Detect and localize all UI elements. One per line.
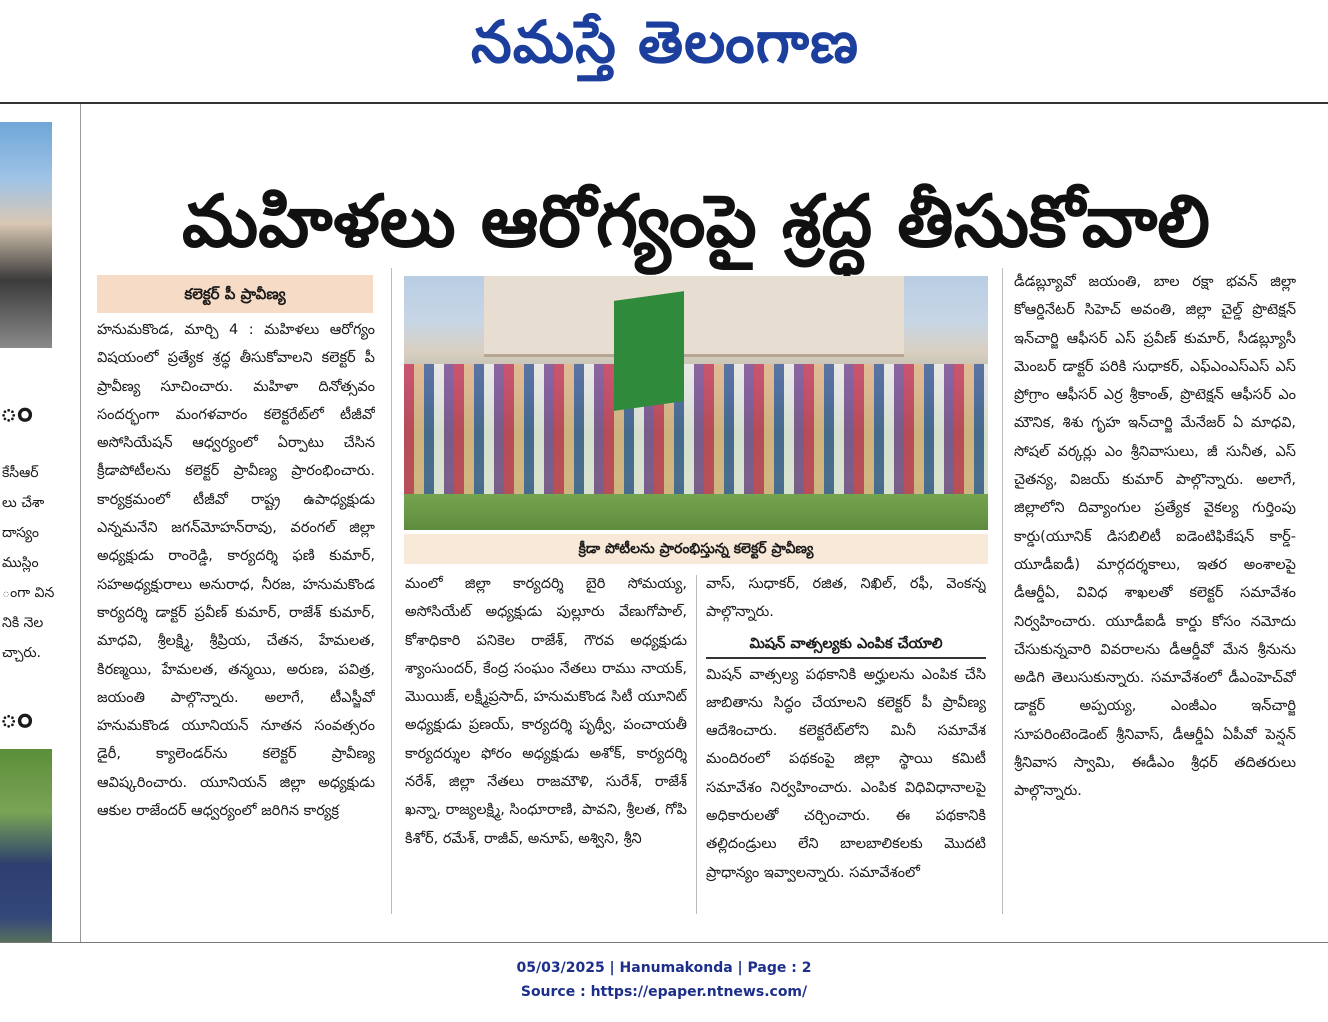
green-flag <box>614 291 684 411</box>
adjacent-text-line: ంగా విన <box>2 585 55 601</box>
top-divider <box>0 102 1328 104</box>
adjacent-photo-bottom <box>0 749 52 942</box>
article-paragraph: మిషన్ వాత్సల్య పథకానికి అర్హులను ఎంపిక చేసి జాబితాను సిద్ధం చేయాలని కలెక్టర్ పీ ప్రావీణ్య ఆదేశించారు. కలెక్టరేట్‌లోని మినీ సమావేశ మందిరంలో పథకంపై జిల్లా స్థాయి కమిటీ సమావేశం నిర్వహించారు. ఎంపిక విధివిధానాలపై అధికారులతో చర్చించారు. ఈ పథకానికి తల్లిదండ్రులు లేని బాలబాలికలకు మొదటి ప్రాధాన్యం ఇవ్వాలన్నారు. సమావేశంలో <box>706 666 986 881</box>
column-divider <box>1002 268 1003 914</box>
adjacent-text-line: కేసీఆర్ <box>2 465 39 481</box>
adjacent-article-strip <box>0 104 81 942</box>
source-line: Source : https://epaper.ntnews.com/ <box>520 984 808 1000</box>
article-column-2 <box>405 570 687 914</box>
article-paragraph: హనుమకొండ, మార్చి 4 : మహిళలు ఆరోగ్యం విషయంలో ప్రత్యేక శ్రద్ధ తీసుకోవాలని కలెక్టర్ పీ ప్రావీణ్య సూచించారు. మహిళా దినోత్సవం సందర్భంగా మంగళవారం కలెక్టరేట్‌లో టీజీవో అసోసియేషన్ ఆధ్వర్యంలో ఏర్పాటు చేసిన క్రీడాపోటీలను కలెక్టర్ ప్రావీణ్య ప్రారంభించారు. కార్యక్రమంలో టీజీవో రాష్ట్ర ఉపాధ్యక్షుడు ఎన్నమనేని జగన్‌మోహన్‌రావు, వరంగల్ జిల్లా అధ్యక్షుడు రాంరెడ్డి, కార్యదర్శి ఫణి కుమార్, సహఅధ్యక్షురాలు అనురాధ, నీరజ, హనుమకొండ కార్యదర్శి డాక్టర్ ప్రవీణ్ కుమార్, రాజేశ్ కుమార్, మాధవి, శ్రీలక్ష్మి, శ్రీప్రియ, చేతన, హేమలత, కిరణ్మయి, హేమలత, తన్మయి, అరుణ, పవిత్ర, జయంతి పాల్గొన్నారు. అలాగే, టీఎస్జీవో హనుమకొండ యూనియన్ నూతన సంవత్సరం డైరీ, క్యాలెండర్‌ను కలెక్టర్ ప్రావీణ్య ఆవిష్కరించారు. యూనియన్ జిల్లా అధ్యక్షుడు ఆకుల రాజేందర్ ఆధ్వర్యంలో జరిగిన కార్యక్ర <box>97 322 375 820</box>
adjacent-photo-top <box>0 122 52 348</box>
article-column-4 <box>1014 268 1296 914</box>
article-column-3 <box>706 570 986 914</box>
byline: కలెక్టర్ పీ ప్రావీణ్య <box>97 275 373 313</box>
newspaper-logo: నమస్తే తెలంగాణ <box>471 8 859 76</box>
event-photo <box>404 276 988 530</box>
adjacent-text-line: లు చేశా <box>2 495 45 511</box>
article-paragraph: వాస్, సుధాకర్, రజిత, నిఖిల్, రఫీ, వెంకన్న పాల్గొన్నారు. <box>706 576 986 621</box>
article-paragraph: డీడబ్ల్యూవో జయంతి, బాల రక్షా భవన్ జిల్లా కోఆర్డినేటర్ సిహెచ్ అవంతి, జిల్లా చైల్డ్ ప్రొటెక్షన్ ఇన్‌చార్జి ఆఫీసర్ ఎస్ ప్రవీణ్ కుమార్, సీడబ్ల్యూసీ మెంబర్ డాక్టర్ పరికి సుధాకర్, ఎఫ్‌ఎంఎస్‌ఎస్ ఎస్ ప్రోగ్రాం ఆఫీసర్ ఎర్ర శ్రీకాంత్, ప్రొటెక్షన్ ఆఫీసర్ ఎం మౌనిక, శిశు గృహ ఇన్‌చార్జి మేనేజర్ ఏ మాధవి, సోషల్ వర్కర్లు ఎం శ్రీనివాసులు, జీ సునీత, ఎస్ చైతన్య, విజయ్ కుమార్ పాల్గొన్నారు. అలాగే, జిల్లాలోని దివ్యాంగుల ప్రత్యేక వైకల్య గుర్తింపు కార్డు(యూనిక్ డిసబిలిటీ ఐడెంటిఫికేషన్ కార్డ్-యూడీఐడీ) మార్గదర్శకాలు, ఇతర అంశాలపై డీఆర్డీఏ, వివిధ శాఖలతో కలెక్టర్ సమావేశం నిర్వహించారు. యూడీఐడీ కార్డు కోసం నమోదు చేసుకున్నవారి వివరాలను డీఆర్డీవో మేన శ్రీనును అడిగి తెలుసుకున్నారు. సమావేశంలో డీఎంహెచ్‌వో డాక్టర్ అప్పయ్య, ఎంజీఎం ఇన్‌చార్జి సూపరింటెండెంట్ శ్రీనివాస్, డీఆర్డీఏ ఏపీవో పెన్షన్ శ్రీనివాస స్వామి, ఈడీఎం శ్రీధర్ తదితరులు పాల్గొన్నారు. <box>1014 274 1296 800</box>
adjacent-heading-fragment: ం <box>0 700 33 735</box>
masthead <box>0 0 1328 90</box>
adjacent-text-line: ముస్లిం <box>2 555 39 571</box>
column-divider <box>391 268 392 914</box>
adjacent-text-line: నికి నెల <box>2 615 44 631</box>
article-column-1 <box>97 316 375 914</box>
photo-caption: క్రీడా పోటీలను ప్రారంభిస్తున్న కలెక్టర్ ప్రావీణ్య <box>404 534 988 564</box>
article-paragraph: మంలో జిల్లా కార్యదర్శి బైరి సోమయ్య, అసోసియేట్ అధ్యక్షుడు పుల్లూరు వేణుగోపాల్, కోశాధికారి పనికెల రాజేశ్, గౌరవ అధ్యక్షుడు శ్యాంసుందర్, కేంద్ర సంఘం నేతలు రాము నాయక్, మొయిజ్, లక్ష్మీప్రసాద్, హనుమకొండ సిటీ యూనిట్ అధ్యక్షుడు ప్రణయ్, కార్యదర్శి పృథ్వీ, పంచాయతీ కార్యదర్శుల ఫోరం అధ్యక్షుడు అశోక్, కార్యదర్శి నరేశ్, జిల్లా నేతలు రాజమౌళి, సురేశ్, రాజేశ్ ఖన్నా, రాజ్యలక్ష్మి, సింధూరాణి, పావని, శ్రీలత, గోపి కిశోర్, రమేశ్, రాజీవ్, అనూప్, అశ్విని, శ్రీని <box>405 576 687 847</box>
bottom-divider <box>0 942 1328 943</box>
adjacent-heading-fragment: ం <box>0 394 33 429</box>
photo-building <box>484 276 904 357</box>
column-divider <box>696 575 697 914</box>
adjacent-text-line: చ్చారు. <box>2 645 42 661</box>
adjacent-text-line: దాస్యం <box>2 525 40 541</box>
edition-info: 05/03/2025 | Hanumakonda | Page : 2 <box>516 960 812 976</box>
section-subheading: మిషన్ వాత్సల్యకు ఎంపిక చేయాలి <box>706 631 986 659</box>
photo-crowd <box>404 364 988 494</box>
article-headline: మహిళలు ఆరోగ్యంపై శ్రద్ధ తీసుకోవాలి <box>181 179 1211 264</box>
